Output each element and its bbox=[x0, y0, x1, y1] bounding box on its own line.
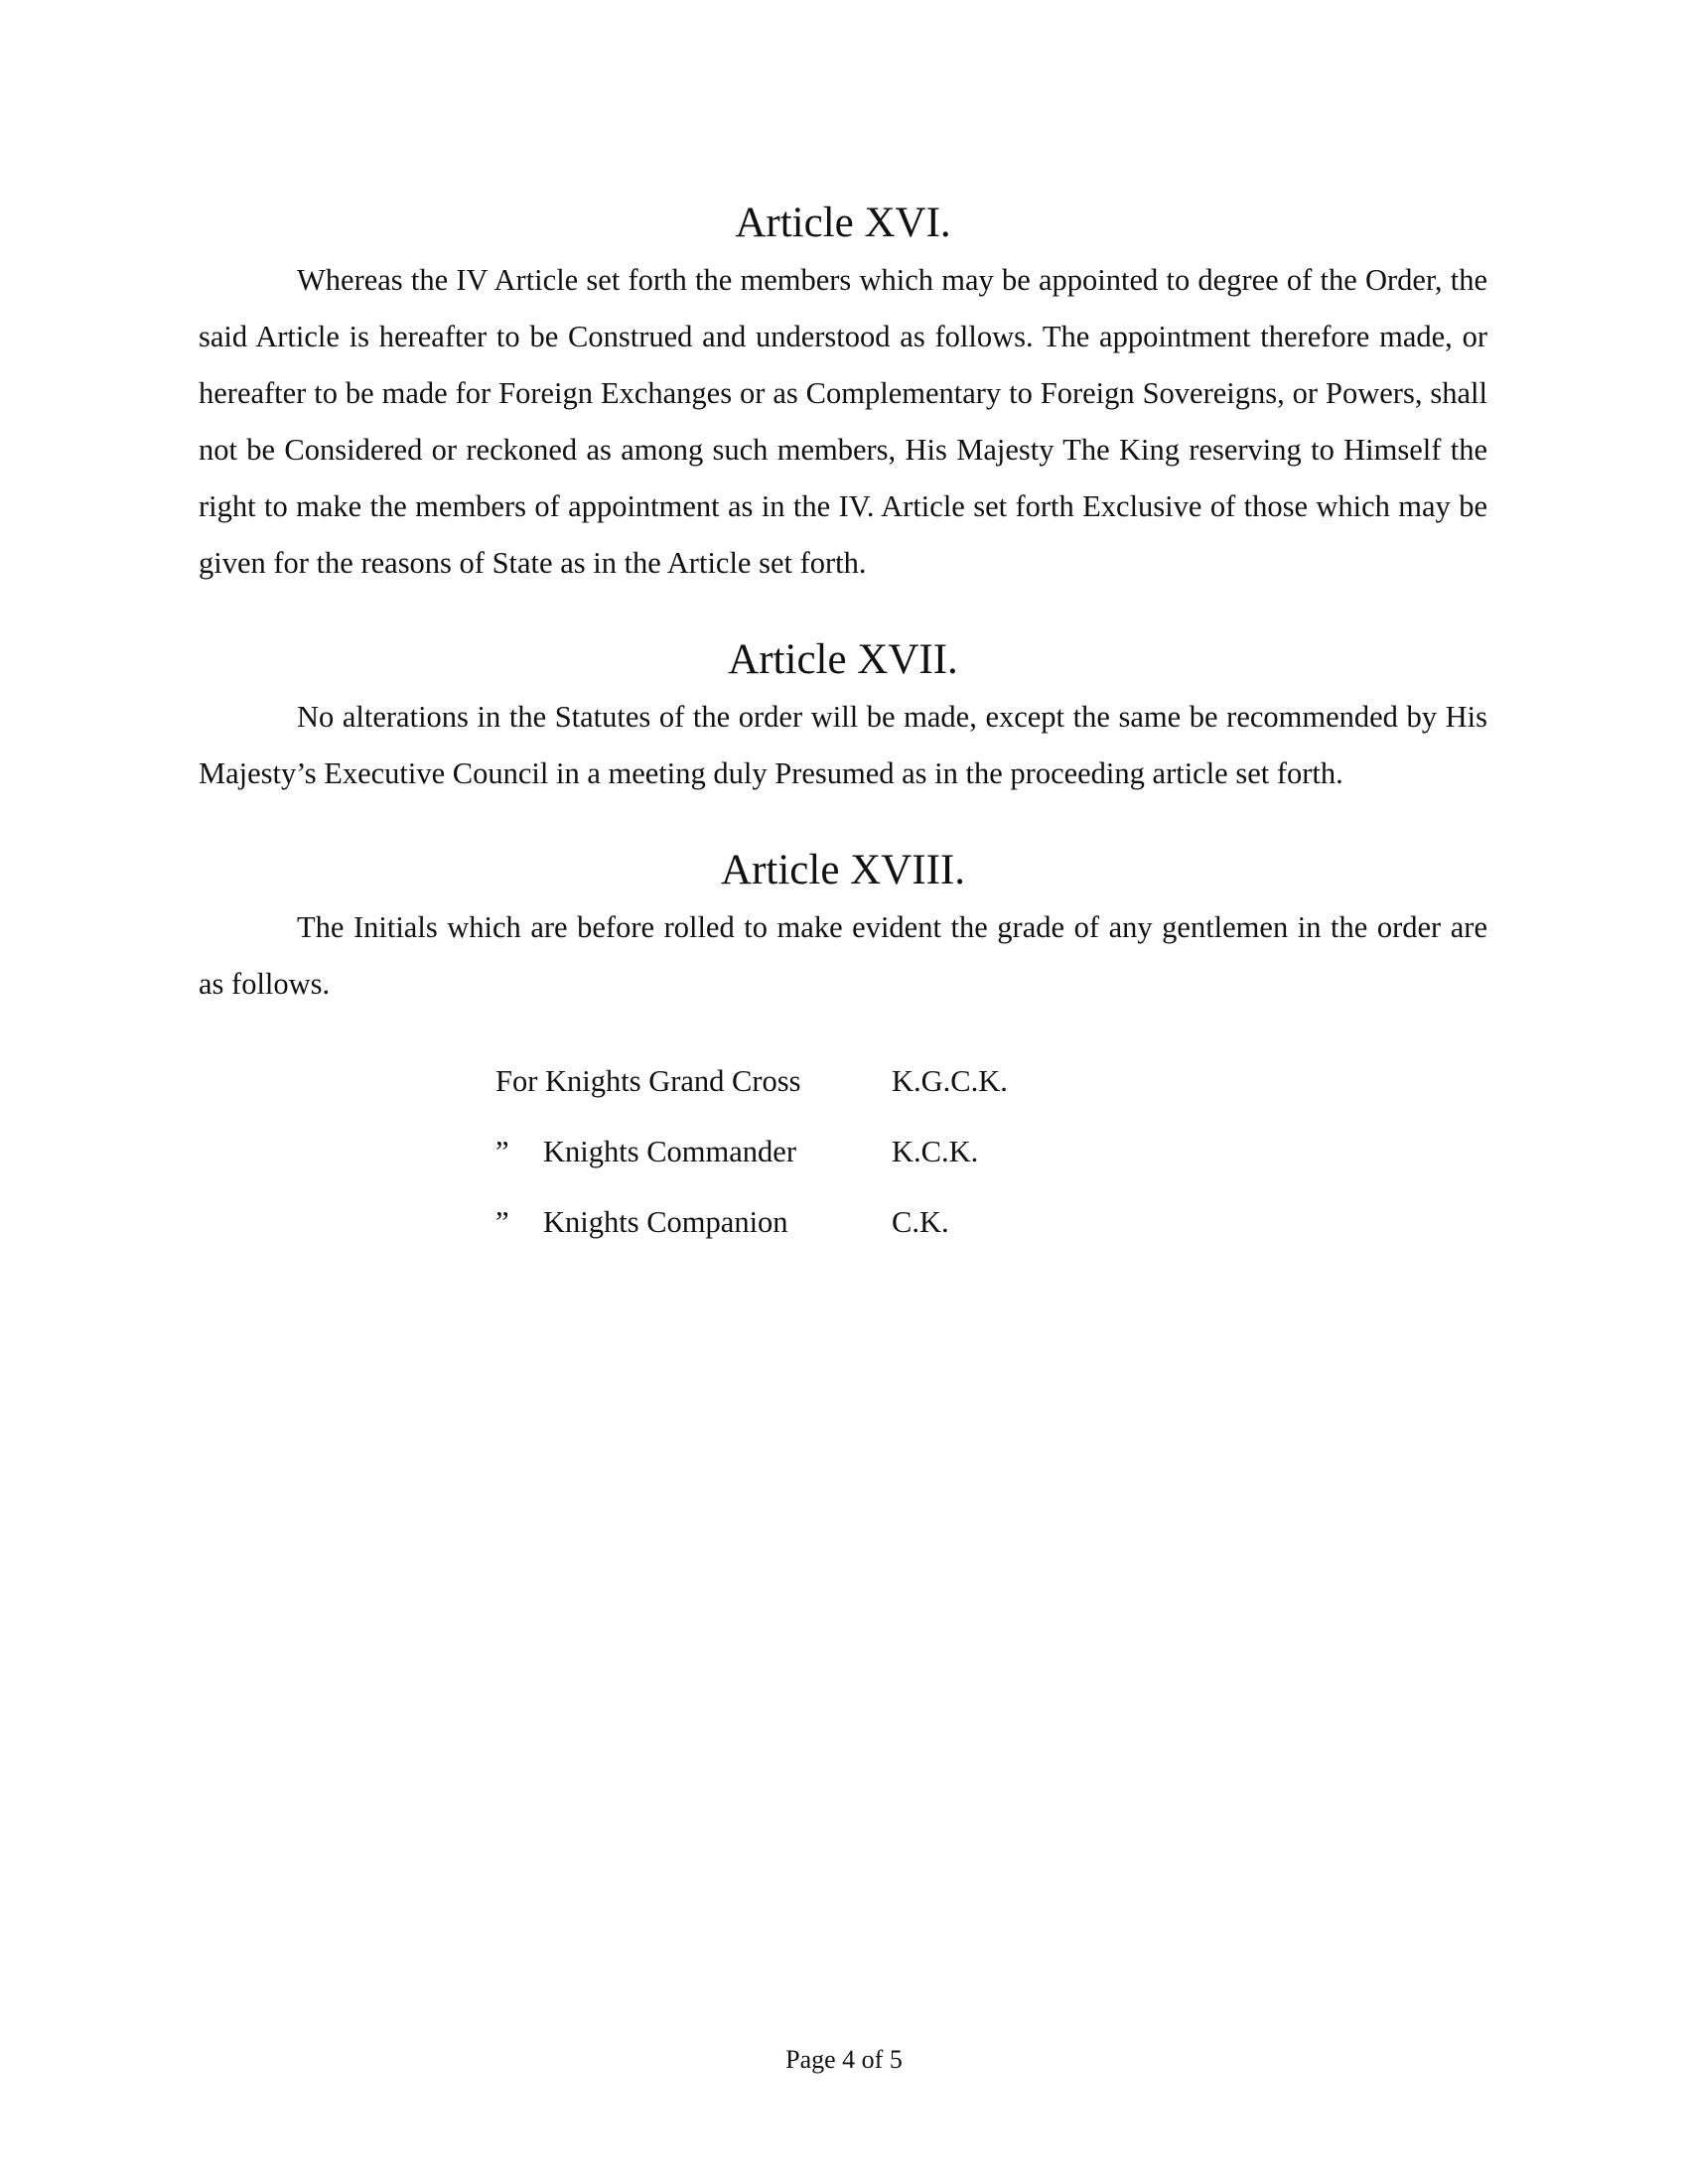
initials-table bbox=[495, 1064, 1487, 1276]
document-content bbox=[199, 195, 1487, 1276]
ditto-mark: ” bbox=[495, 1205, 509, 1239]
initials-row bbox=[495, 1205, 1487, 1276]
initials-abbreviation: C.K. bbox=[892, 1205, 949, 1239]
article-xvi bbox=[199, 195, 1487, 592]
initials-row bbox=[495, 1135, 1487, 1205]
initials-abbreviation: K.G.C.K. bbox=[892, 1064, 1008, 1098]
ditto-mark: ” bbox=[495, 1135, 509, 1168]
page-number: Page 4 of 5 bbox=[785, 2045, 903, 2074]
article-body: The Initials which are before rolled to make evident the grade of any gentlemen in the order are as follows. bbox=[199, 910, 1487, 1001]
initials-row bbox=[495, 1064, 1487, 1135]
article-title: Article XVI. bbox=[735, 200, 951, 246]
article-title: Article XVIII. bbox=[721, 847, 965, 893]
initials-label: Knights Commander bbox=[543, 1135, 796, 1168]
article-body: No alterations in the Statutes of the order will be made, except the same be recommended by His Majesty’s Executive Council in a meeting duly Presumed as in the proceeding article set forth. bbox=[199, 700, 1487, 790]
initials-label: For Knights Grand Cross bbox=[495, 1064, 801, 1098]
article-title: Article XVII. bbox=[728, 636, 958, 683]
article-body: Whereas the IV Article set forth the members which may be appointed to degree of the Order, the said Article is hereafter to be Construed and understood as follows. The appointment therefore made, or hereafter to be made for Foreign Exchanges or as Complementary to Foreign Sovereigns, or Powers, shall not be Considered or reckoned as among such members, His Majesty The King reserving to Himself the right to make the members of appointment as in the IV. Article set forth Exclusive of those which may be given for the reasons of State as in the Article set forth. bbox=[199, 263, 1487, 580]
initials-abbreviation: K.C.K. bbox=[892, 1135, 979, 1168]
initials-label: Knights Companion bbox=[543, 1205, 788, 1239]
article-xvii bbox=[199, 631, 1487, 802]
article-xviii bbox=[199, 842, 1487, 1013]
